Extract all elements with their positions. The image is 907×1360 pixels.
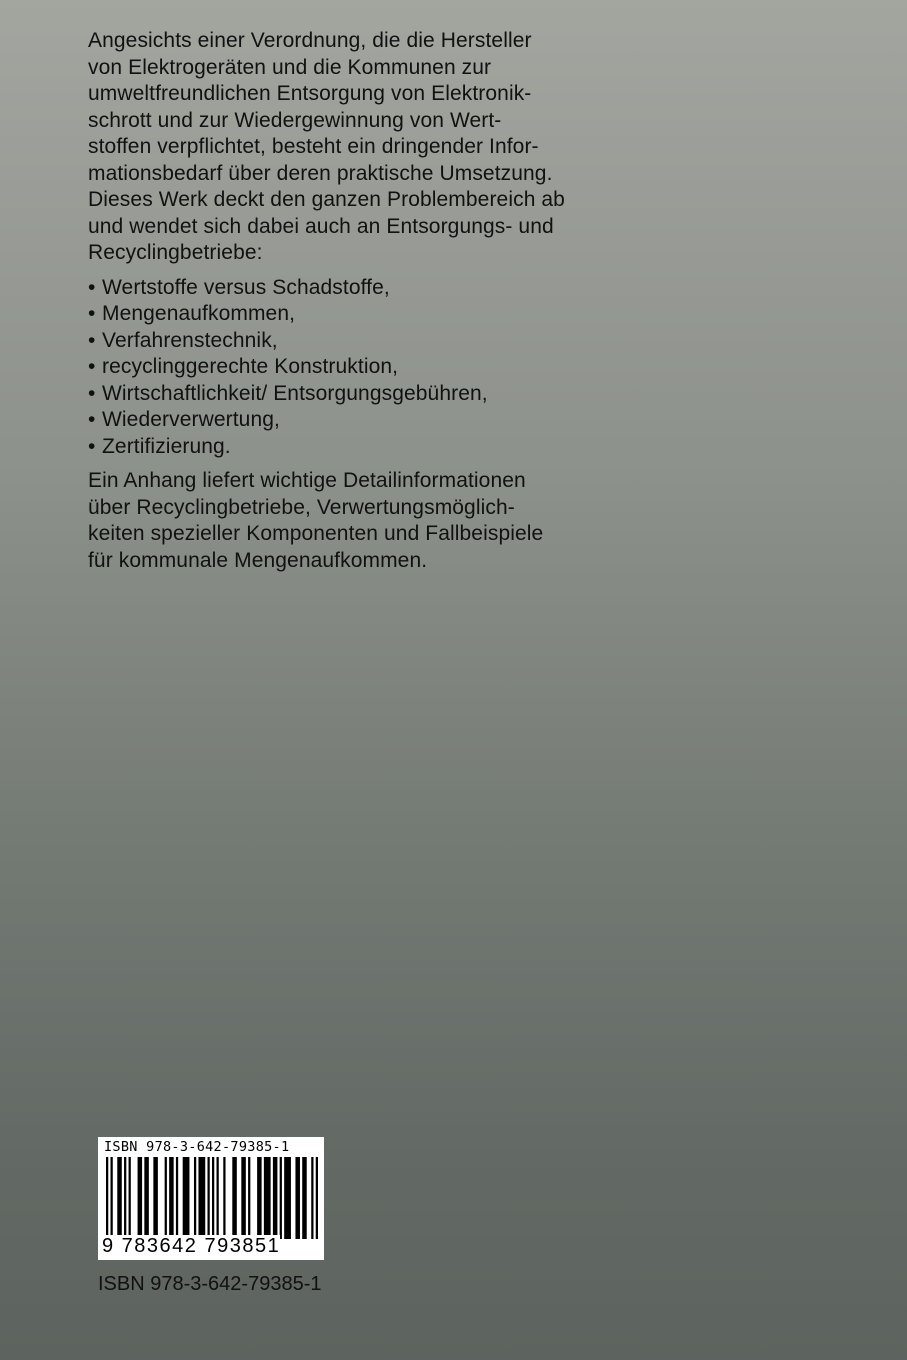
bullet-icon: •	[88, 355, 96, 378]
barcode-bar	[124, 1157, 126, 1239]
barcode-bar	[232, 1157, 237, 1239]
barcode-bar	[311, 1157, 313, 1239]
topic-list-item	[88, 434, 628, 461]
barcode-bar	[257, 1157, 262, 1239]
barcode-bar	[280, 1157, 282, 1239]
topic-text: Mengenaufkommen,	[102, 302, 296, 325]
topic-list-item	[88, 407, 628, 434]
topic-text: recyclinggerechte Konstruktion,	[102, 355, 399, 378]
barcode-bar	[217, 1157, 219, 1239]
barcode-bar	[106, 1157, 108, 1239]
bullet-icon: •	[88, 381, 96, 405]
intro-line: und wendet sich dabei auch an Entsorgungs- und	[88, 214, 554, 238]
barcode-isbn-label: ISBN 978-3-642-79385-1	[104, 1139, 290, 1155]
barcode-bar	[129, 1157, 131, 1239]
barcode-bar	[223, 1157, 225, 1239]
barcode-bar	[198, 1157, 205, 1239]
intro-line: schrott und zur Wiedergewinnung von Wert-	[88, 108, 502, 132]
outro-line: keiten spezieller Komponenten und Fallbeispiele	[88, 522, 544, 545]
topic-text: Verfahrenstechnik,	[102, 328, 278, 352]
barcode-bar	[248, 1157, 250, 1239]
barcode-bar	[295, 1157, 300, 1239]
barcode-bar	[138, 1157, 143, 1239]
intro-line: Dieses Werk deckt den ganzen Problembereich ab	[88, 188, 565, 211]
barcode-bar	[273, 1157, 278, 1239]
barcode-bar	[117, 1157, 122, 1239]
topic-list-item	[88, 328, 628, 355]
bullet-icon: •	[88, 408, 96, 431]
bullet-icon: •	[88, 434, 96, 458]
barcode-bar	[264, 1157, 271, 1239]
topic-text: Wirtschaftlichkeit/ Entsorgungsgebühren,	[102, 381, 488, 405]
barcode-bar	[111, 1157, 113, 1239]
topic-list-item	[88, 275, 628, 302]
intro-line: Angesichts einer Verordnung, die die Hersteller	[88, 29, 532, 52]
bullet-icon: •	[88, 275, 96, 299]
barcode-bars-icon	[106, 1157, 318, 1239]
barcode-digits: 9 783642 793851	[102, 1235, 281, 1257]
intro-line: mationsbedarf über deren praktische Umsetzung.	[88, 161, 553, 185]
intro-line: umweltfreundlichen Entsorgung von Elektronik-	[88, 82, 532, 105]
topic-text: Wertstoffe versus Schadstoffe,	[102, 275, 390, 299]
barcode-bar	[144, 1157, 149, 1239]
isbn-text: ISBN 978-3-642-79385-1	[98, 1273, 322, 1295]
topic-list	[88, 275, 628, 461]
barcode-bar	[176, 1157, 178, 1239]
intro-line: stoffen verpflichtet, besteht ein dringender Infor-	[88, 135, 539, 158]
outro-line: über Recyclingbetriebe, Verwertungsmöglich-	[88, 495, 515, 519]
intro-line: Recyclingbetriebe:	[88, 241, 263, 264]
back-cover-description	[88, 28, 628, 574]
barcode-bar	[153, 1157, 158, 1239]
barcode-bar	[302, 1157, 307, 1239]
intro-paragraph	[88, 28, 628, 267]
barcode-bar	[284, 1157, 291, 1239]
barcode-bar	[194, 1157, 196, 1239]
barcode-bar	[169, 1157, 174, 1239]
topic-list-item	[88, 301, 628, 328]
bullet-icon: •	[88, 302, 96, 325]
outro-line: für kommunale Mengenaufkommen.	[88, 548, 428, 572]
barcode-bar	[165, 1157, 167, 1239]
barcode-bar	[241, 1157, 246, 1239]
isbn-barcode	[98, 1137, 324, 1260]
barcode-bar	[316, 1157, 318, 1239]
topic-text: Wiederverwertung,	[102, 408, 280, 431]
outro-line: Ein Anhang liefert wichtige Detailinformationen	[88, 469, 526, 492]
barcode-bar	[212, 1157, 214, 1239]
barcode-bar	[207, 1157, 209, 1239]
bullet-icon: •	[88, 328, 96, 352]
barcode-bar	[183, 1157, 190, 1239]
topic-list-item	[88, 381, 628, 408]
topic-list-item	[88, 354, 628, 381]
intro-line: von Elektrogeräten und die Kommunen zur	[88, 55, 492, 79]
topic-text: Zertifizierung.	[102, 434, 231, 458]
outro-paragraph	[88, 468, 628, 574]
